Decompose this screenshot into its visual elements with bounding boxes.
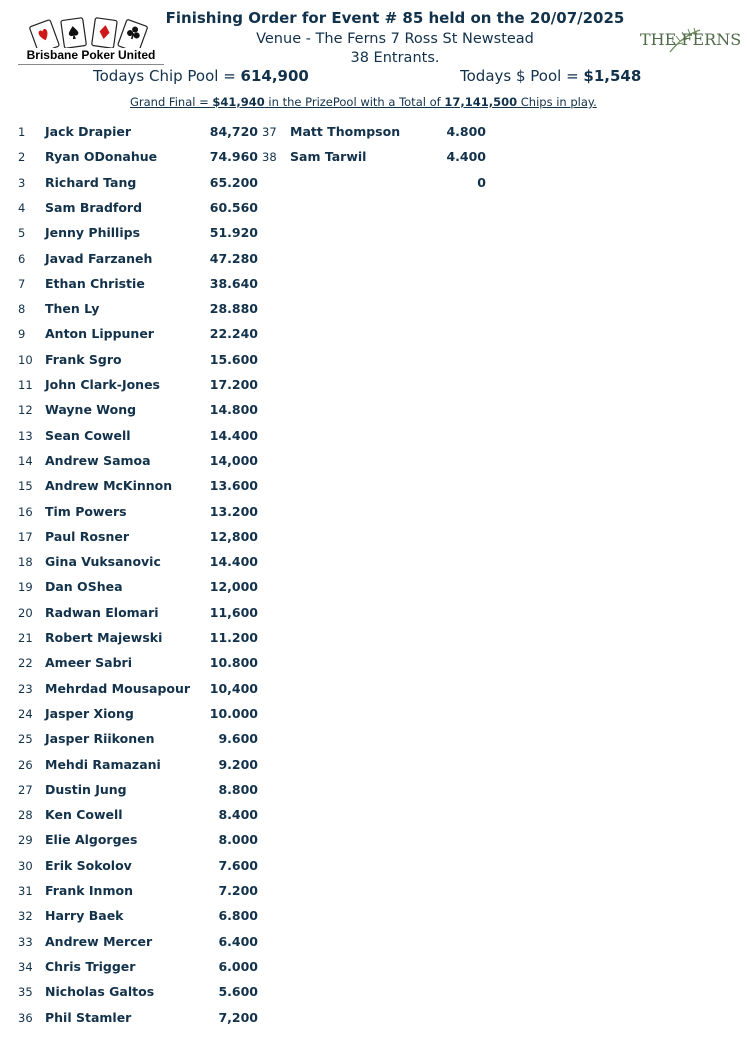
finish-position: 9 [18,327,26,342]
player-name: Javad Farzaneh [45,250,153,266]
grand-final-suffix: Chips in play. [517,95,597,109]
chip-count: 17.200 [209,377,258,392]
player-name: Jasper Riikonen [45,731,155,747]
result-row [18,326,268,346]
chip-count: 11.200 [209,630,258,645]
player-name: Then Ly [45,301,100,317]
player-name: Robert Majewski [45,630,163,645]
grand-final-chips: 17,141,500 [444,95,518,109]
finish-position: 16 [18,504,33,519]
finish-position: 35 [18,985,33,1000]
result-row [18,554,268,574]
player-name: Jack Drapier [45,124,132,139]
player-name: Ryan ODonahue [45,149,158,165]
finish-position: 33 [18,934,33,949]
finish-position: 6 [18,251,26,266]
finish-position: 7 [18,276,26,291]
player-name: Chris Trigger [45,958,136,974]
result-row [18,832,268,852]
chip-count: 15.600 [209,351,258,367]
the-ferns-logo [640,26,740,56]
chip-count: 7.200 [218,883,258,898]
finish-position: 13 [18,428,33,443]
finish-position: 36 [18,1010,33,1025]
result-row [18,200,268,220]
dollar-pool-label: Todays $ Pool = [460,67,584,85]
result-row [18,579,268,599]
finish-position: 20 [18,605,33,620]
chip-count: 13.200 [209,503,258,519]
finish-position: 8 [18,302,26,317]
finish-position: 37 [262,125,277,139]
chip-count: 6.800 [218,908,258,924]
chip-count: 8.800 [218,781,258,797]
result-row [18,883,268,903]
result-row [18,731,268,751]
finish-position: 5 [18,226,26,241]
finish-position: 15 [18,479,33,494]
finish-position: 3 [18,175,26,190]
player-name: Frank Inmon [45,883,133,898]
chip-count: 38.640 [209,275,258,291]
finish-position: 11 [18,378,33,392]
playing-cards-icon [26,14,156,48]
chip-count: 10.000 [209,705,258,721]
finish-position: 21 [18,631,33,645]
result-row [18,757,268,777]
chip-count: 8.000 [218,832,258,848]
player-name: Phil Stamler [45,1009,132,1025]
result-row [18,706,268,726]
chip-count: 11,600 [209,604,258,620]
chip-count: 7,200 [218,1009,258,1025]
chip-count: 4.400 [446,149,486,165]
player-name: Nicholas Galtos [45,984,155,1000]
finish-position: 32 [18,909,33,924]
chip-pool-label: Todays Chip Pool = [93,67,241,85]
finish-position: 10 [18,352,33,367]
chip-count: 4.800 [446,124,486,139]
result-row [18,175,268,195]
result-row [18,908,268,928]
chip-count: 9.200 [218,756,258,772]
chip-count: 13.600 [209,478,258,494]
finish-position: 19 [18,580,33,595]
player-name: Matt Thompson [290,124,401,139]
result-row [18,149,268,169]
chip-count: 7.600 [218,857,258,873]
chip-pool-value: 614,900 [240,67,309,85]
result-row [18,478,268,498]
finish-position: 18 [18,555,33,570]
player-name: John Clark-Jones [45,377,161,392]
player-name: Anton Lippuner [45,326,154,342]
venue-line: Venue - The Ferns 7 Ross St Newstead [256,31,534,47]
result-row [18,681,268,701]
chip-count: 14.400 [209,554,258,570]
player-name: Mehdi Ramazani [45,756,161,772]
player-name: Paul Rosner [45,528,129,544]
finish-position: 24 [18,706,33,721]
result-row [18,402,268,422]
result-row [18,251,268,271]
chip-count: 5.600 [218,984,258,1000]
chip-count: 6.000 [218,958,258,974]
finish-position: 1 [18,125,26,139]
finish-position: 14 [18,453,33,468]
player-name: Erik Sokolov [45,857,132,873]
result-row [18,377,268,397]
player-name: Sean Cowell [45,427,131,443]
player-name: Dan OShea [45,579,123,595]
player-name: Andrew Samoa [45,452,151,468]
chip-count: 47.280 [209,250,258,266]
player-name: Andrew McKinnon [45,478,173,494]
result-row [18,605,268,625]
player-name: Elie Algorges [45,832,138,848]
chip-count: 8.400 [218,807,258,823]
player-name: Wayne Wong [45,402,137,418]
chip-count: 10.800 [209,655,258,671]
chip-count: 14.800 [209,402,258,418]
result-row [262,149,512,169]
result-row [18,858,268,878]
chip-count: 65.200 [209,174,258,190]
player-name: Mehrdad Mousapour [45,680,191,696]
chip-count: 51.920 [209,225,258,241]
result-row [18,529,268,549]
logo-underline [18,64,164,65]
result-row [18,352,268,372]
finish-position: 26 [18,757,33,772]
result-row [18,124,268,144]
player-name: Ameer Sabri [45,655,133,671]
entrants-count: 38 Entrants. [350,50,440,66]
player-name: Ethan Christie [45,275,145,291]
finish-position: 34 [18,959,33,974]
finish-position: 28 [18,808,33,823]
chip-count: 6.400 [218,933,258,949]
player-name: Gina Vuksanovic [45,554,161,570]
player-name: Frank Sgro [45,351,122,367]
result-row [18,934,268,954]
brisbane-poker-united-logo [18,14,164,66]
result-row [262,175,512,195]
finish-position: 2 [18,150,26,165]
finish-position: 17 [18,529,33,544]
finish-position: 12 [18,403,33,418]
result-row [18,276,268,296]
finish-position: 22 [18,656,33,671]
dollar-pool-value: $1,548 [583,67,642,85]
chip-count: 28.880 [209,301,258,317]
result-row [18,504,268,524]
chip-count: 10,400 [209,680,258,696]
player-name: Ken Cowell [45,807,123,823]
player-name: Richard Tang [45,174,137,190]
result-row [18,225,268,245]
player-name: Jenny Phillips [45,225,141,241]
result-row [18,1010,268,1030]
player-name: Sam Tarwil [290,149,367,165]
result-row [18,428,268,448]
chip-count: 14,000 [209,452,258,468]
grand-final-prefix: Grand Final = [130,95,213,109]
result-row [18,959,268,979]
player-name: Harry Baek [45,908,124,924]
finish-position: 4 [18,200,26,215]
page-title: Finishing Order for Event # 85 held on the 20/07/2025 [165,9,625,27]
finish-position: 31 [18,884,33,898]
player-name: Sam Bradford [45,199,143,215]
player-name: Andrew Mercer [45,933,153,949]
chip-count: 22.240 [209,326,258,342]
finish-position: 27 [18,782,33,797]
result-row [18,782,268,802]
result-row [18,655,268,675]
chip-count: 12,800 [209,528,258,544]
result-row [18,301,268,321]
chip-count: 74.960 [209,149,258,165]
chip-count: 9.600 [218,731,258,747]
result-row [18,807,268,827]
player-name: Dustin Jung [45,781,127,797]
logo-text: Brisbane Poker United [26,48,156,62]
chip-count: 0 [477,174,486,190]
player-name: Jasper Xiong [45,705,134,721]
grand-final-line [130,95,597,109]
player-name: Tim Powers [45,503,127,519]
dollar-pool [460,67,641,85]
chip-count: 84,720 [209,124,258,139]
chip-count: 60.560 [209,199,258,215]
chip-pool [93,67,309,85]
result-row [262,124,512,144]
chip-count: 12,000 [209,579,258,595]
grand-final-middle: in the PrizePool with a Total of [264,95,445,109]
finish-position: 23 [18,681,33,696]
the-ferns-logo-text: THE FERNS [640,30,742,49]
grand-final-amount: $41,940 [212,95,265,109]
player-name: Radwan Elomari [45,604,159,620]
finish-position: 29 [18,833,33,848]
finish-position: 30 [18,858,33,873]
result-row [18,984,268,1004]
result-row [18,630,268,650]
result-row [18,453,268,473]
finish-position: 38 [262,150,277,165]
finish-position: 25 [18,732,33,747]
chip-count: 14.400 [209,427,258,443]
